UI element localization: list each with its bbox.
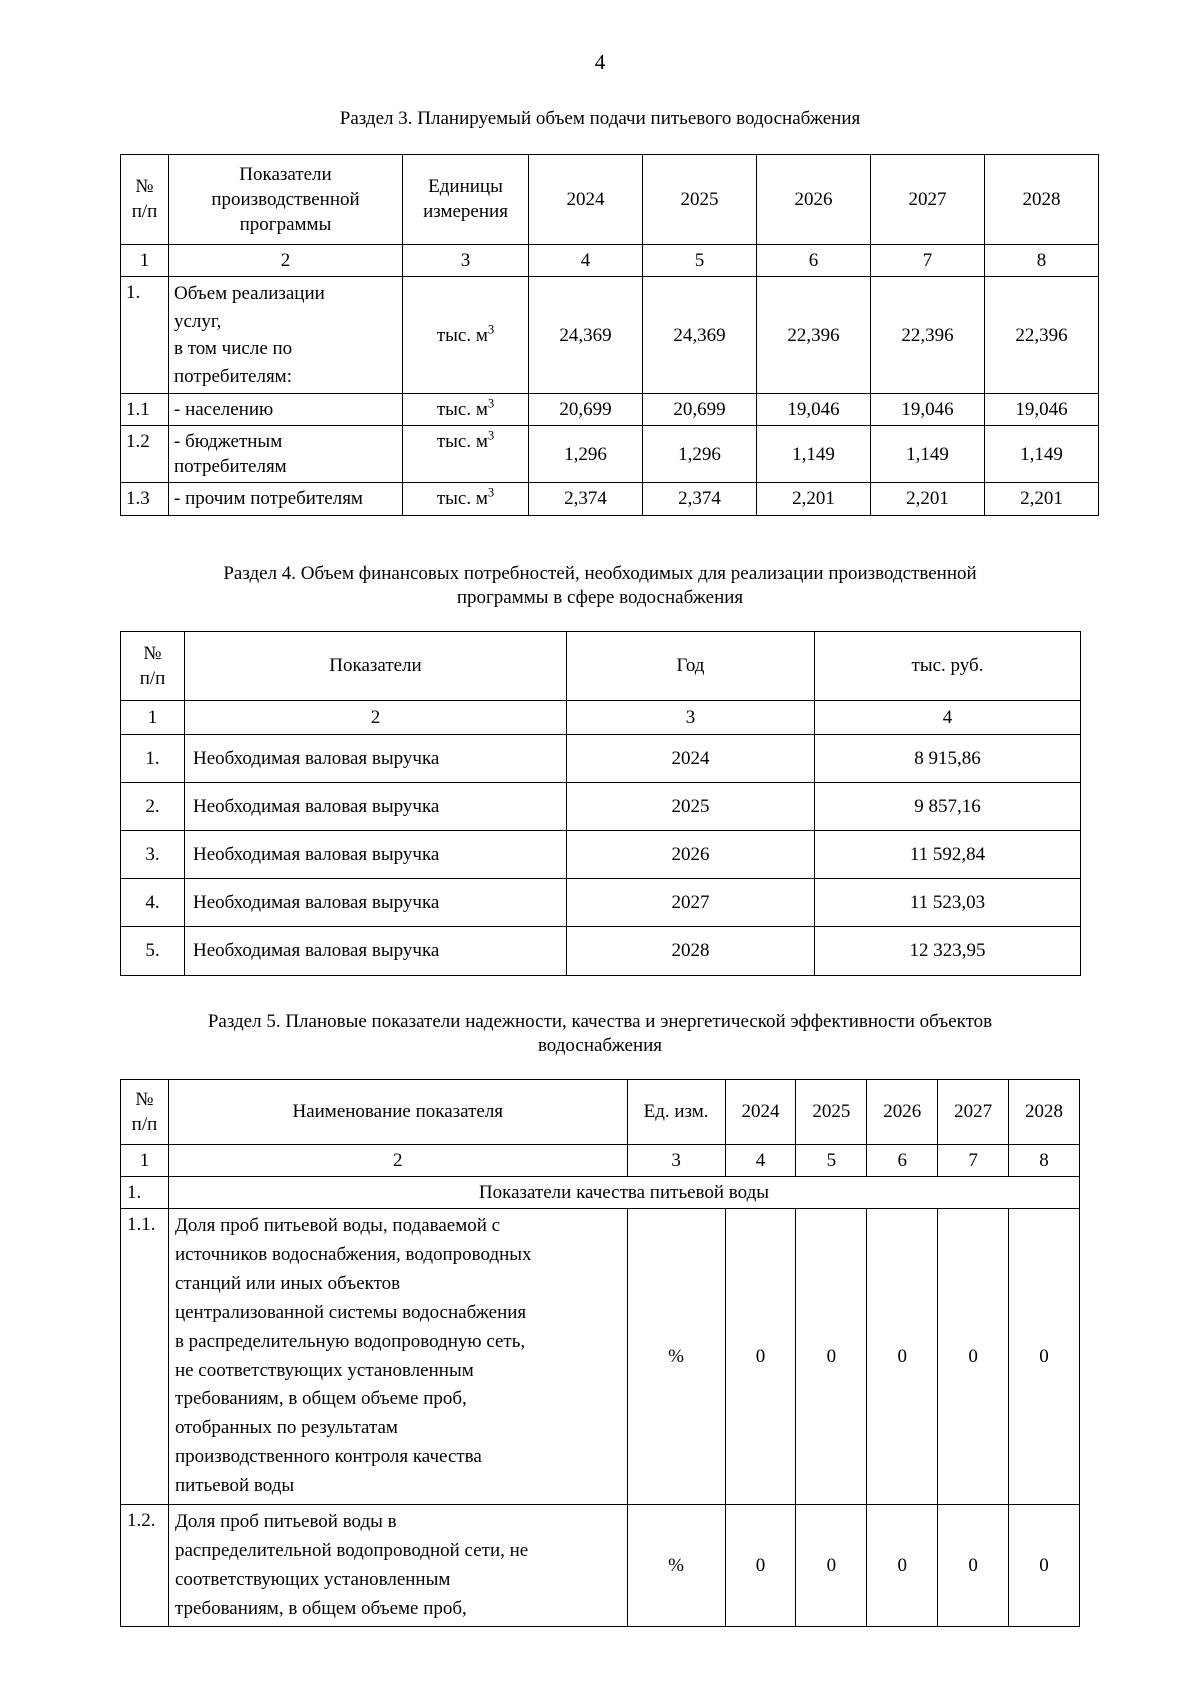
row-value: 0 bbox=[1009, 1209, 1080, 1505]
unit-text: тыс. м bbox=[436, 488, 488, 510]
row-no: 1.1 bbox=[121, 394, 169, 426]
row-unit: % bbox=[627, 1504, 725, 1627]
row-name: - прочим потребителям bbox=[169, 483, 403, 515]
row-value: 2,374 bbox=[529, 483, 643, 515]
row-value: 2,201 bbox=[871, 483, 985, 515]
row-no: 1.2 bbox=[121, 426, 169, 483]
colnum-1: 1 bbox=[121, 1145, 169, 1177]
row-name-line: потребителям: bbox=[174, 365, 292, 387]
unit-exponent: 3 bbox=[487, 428, 495, 443]
row-no: 3. bbox=[121, 831, 185, 879]
row-value: 20,699 bbox=[643, 394, 757, 426]
row-year: 2026 bbox=[567, 831, 815, 879]
row-value: 19,046 bbox=[757, 394, 871, 426]
spacer bbox=[120, 516, 1080, 562]
row-no: 5. bbox=[121, 927, 185, 975]
table-row bbox=[121, 394, 1099, 426]
header-year-2025: 2025 bbox=[643, 154, 757, 244]
row-value: 2,201 bbox=[985, 483, 1099, 515]
header-year-2027: 2027 bbox=[871, 154, 985, 244]
row-indicator: Необходимая валовая выручка bbox=[185, 879, 567, 927]
row-name-line: Доля проб питьевой воды, подаваемой с bbox=[174, 1215, 501, 1237]
section-4-table bbox=[120, 631, 1081, 976]
row-value: 0 bbox=[938, 1504, 1009, 1627]
row-value: 1,149 bbox=[985, 426, 1099, 483]
header-year-2027: 2027 bbox=[938, 1079, 1009, 1144]
row-value: 0 bbox=[867, 1209, 938, 1505]
row-unit bbox=[403, 277, 529, 394]
row-name-line: требованиям, в общем объеме проб, bbox=[174, 1597, 467, 1619]
row-name-line: услуг, bbox=[174, 310, 222, 332]
header-no-line1: № bbox=[135, 176, 154, 198]
table-row bbox=[121, 831, 1081, 879]
colnum-5: 5 bbox=[796, 1145, 867, 1177]
header-year-2026: 2026 bbox=[757, 154, 871, 244]
group-row-no: 1. bbox=[121, 1177, 169, 1209]
table-row bbox=[121, 879, 1081, 927]
row-value: 2,374 bbox=[643, 483, 757, 515]
header-no bbox=[121, 1079, 169, 1144]
table-row bbox=[121, 426, 1099, 483]
header-no bbox=[121, 154, 169, 244]
header-indicator-line2: производственной bbox=[211, 188, 360, 210]
table-header-row bbox=[121, 631, 1081, 700]
row-value: 19,046 bbox=[985, 394, 1099, 426]
section-5-title-line2: водоснабжения bbox=[537, 1035, 663, 1057]
row-indicator: Необходимая валовая выручка bbox=[185, 783, 567, 831]
row-no: 1. bbox=[121, 277, 169, 394]
table-row bbox=[121, 735, 1081, 783]
row-value: 1,149 bbox=[757, 426, 871, 483]
row-name-line: Доля проб питьевой воды в bbox=[174, 1510, 397, 1532]
colnum-2: 2 bbox=[168, 1145, 627, 1177]
row-no: 4. bbox=[121, 879, 185, 927]
section-4-title-line2: программы в сфере водоснабжения bbox=[456, 587, 744, 609]
section-3-table bbox=[120, 154, 1099, 516]
unit-exponent: 3 bbox=[487, 396, 495, 411]
table-row bbox=[121, 277, 1099, 394]
header-indicator-line1: Показатели bbox=[239, 163, 332, 185]
header-indicator bbox=[169, 154, 403, 244]
unit-exponent: 3 bbox=[487, 322, 495, 337]
column-number-row bbox=[121, 1145, 1080, 1177]
row-value: 12 323,95 bbox=[815, 927, 1081, 975]
colnum-7: 7 bbox=[871, 244, 985, 276]
row-unit bbox=[403, 394, 529, 426]
row-value: 1,296 bbox=[529, 426, 643, 483]
row-name-line: соответствующих установленным bbox=[174, 1568, 451, 1590]
colnum-4: 4 bbox=[725, 1145, 796, 1177]
row-name-line: централизованной системы водоснабжения bbox=[174, 1301, 527, 1323]
header-no-line1: № bbox=[143, 642, 162, 664]
section-5-table bbox=[120, 1079, 1080, 1628]
section-4-title-line1: Раздел 4. Объем финансовых потребностей, необходимых для реализации производственной bbox=[223, 562, 977, 584]
colnum-4: 4 bbox=[529, 244, 643, 276]
header-no-line2: п/п bbox=[131, 201, 158, 223]
column-number-row bbox=[121, 244, 1099, 276]
table-header-row bbox=[121, 154, 1099, 244]
section-5-title-line1: Раздел 5. Плановые показатели надежности, качества и энергетической эффективности объектов bbox=[207, 1010, 993, 1032]
row-value: 11 523,03 bbox=[815, 879, 1081, 927]
header-year-2028: 2028 bbox=[1009, 1079, 1080, 1144]
colnum-1: 1 bbox=[121, 701, 185, 735]
header-no bbox=[121, 631, 185, 700]
table-row bbox=[121, 1209, 1080, 1505]
column-number-row bbox=[121, 701, 1081, 735]
table-header-row bbox=[121, 1079, 1080, 1144]
header-year-2024: 2024 bbox=[725, 1079, 796, 1144]
table-row bbox=[121, 1504, 1080, 1627]
row-no: 1.1. bbox=[121, 1209, 169, 1505]
row-unit: % bbox=[627, 1209, 725, 1505]
row-name-line: в том числе по bbox=[174, 338, 293, 360]
row-value: 20,699 bbox=[529, 394, 643, 426]
colnum-8: 8 bbox=[985, 244, 1099, 276]
colnum-6: 6 bbox=[867, 1145, 938, 1177]
row-year: 2024 bbox=[567, 735, 815, 783]
row-indicator: Необходимая валовая выручка bbox=[185, 735, 567, 783]
header-year-2025: 2025 bbox=[796, 1079, 867, 1144]
table-row bbox=[121, 783, 1081, 831]
row-name: - населению bbox=[169, 394, 403, 426]
colnum-4: 4 bbox=[815, 701, 1081, 735]
section-5-title bbox=[120, 1010, 1080, 1059]
row-year: 2025 bbox=[567, 783, 815, 831]
row-value: 0 bbox=[938, 1209, 1009, 1505]
row-value: 2,201 bbox=[757, 483, 871, 515]
row-name-line: производственного контроля качества bbox=[174, 1446, 482, 1468]
row-value: 19,046 bbox=[871, 394, 985, 426]
row-no: 1.2. bbox=[121, 1504, 169, 1627]
row-year: 2027 bbox=[567, 879, 815, 927]
colnum-5: 5 bbox=[643, 244, 757, 276]
row-indicator: Необходимая валовая выручка bbox=[185, 831, 567, 879]
row-value: 0 bbox=[725, 1209, 796, 1505]
row-year: 2028 bbox=[567, 927, 815, 975]
header-unit bbox=[403, 154, 529, 244]
header-year-2024: 2024 bbox=[529, 154, 643, 244]
row-value: 0 bbox=[867, 1504, 938, 1627]
row-name-line: распределительной водопроводной сети, не bbox=[174, 1539, 529, 1561]
header-unit: Ед. изм. bbox=[627, 1079, 725, 1144]
row-name-line: требованиям, в общем объеме проб, bbox=[174, 1388, 467, 1410]
colnum-2: 2 bbox=[185, 701, 567, 735]
row-no: 1. bbox=[121, 735, 185, 783]
row-value: 1,296 bbox=[643, 426, 757, 483]
colnum-8: 8 bbox=[1009, 1145, 1080, 1177]
colnum-1: 1 bbox=[121, 244, 169, 276]
colnum-3: 3 bbox=[567, 701, 815, 735]
header-indicator-line3: программы bbox=[239, 213, 332, 235]
table-row bbox=[121, 927, 1081, 975]
header-year-2028: 2028 bbox=[985, 154, 1099, 244]
row-value: 24,369 bbox=[643, 277, 757, 394]
row-value: 0 bbox=[725, 1504, 796, 1627]
section-3-title: Раздел 3. Планируемый объем подачи питьевого водоснабжения bbox=[339, 108, 861, 129]
header-name: Наименование показателя bbox=[168, 1079, 627, 1144]
row-name bbox=[168, 1504, 627, 1627]
row-name-line: Объем реализации bbox=[174, 283, 325, 304]
header-indicator: Показатели bbox=[185, 631, 567, 700]
row-value: 0 bbox=[796, 1209, 867, 1505]
row-name bbox=[168, 1209, 627, 1505]
colnum-2: 2 bbox=[169, 244, 403, 276]
row-value: 9 857,16 bbox=[815, 783, 1081, 831]
row-value: 24,369 bbox=[529, 277, 643, 394]
header-value: тыс. руб. bbox=[815, 631, 1081, 700]
row-indicator: Необходимая валовая выручка bbox=[185, 927, 567, 975]
header-unit-line2: измерения bbox=[423, 201, 508, 223]
colnum-3: 3 bbox=[627, 1145, 725, 1177]
row-unit bbox=[403, 483, 529, 515]
row-name-line: - бюджетным bbox=[174, 431, 283, 453]
header-no-line2: п/п bbox=[139, 667, 166, 689]
row-name-line: питьевой воды bbox=[174, 1475, 295, 1497]
group-row-label: Показатели качества питьевой воды bbox=[168, 1177, 1079, 1209]
row-value: 8 915,86 bbox=[815, 735, 1081, 783]
row-name-line: источников водоснабжения, водопроводных bbox=[174, 1244, 532, 1266]
row-name bbox=[169, 426, 403, 483]
row-name-line: потребителям bbox=[174, 456, 287, 478]
colnum-7: 7 bbox=[938, 1145, 1009, 1177]
header-no-line1: № bbox=[135, 1088, 154, 1110]
row-name bbox=[169, 277, 403, 394]
row-value: 11 592,84 bbox=[815, 831, 1081, 879]
unit-text: тыс. м bbox=[436, 324, 488, 346]
unit-text: тыс. м bbox=[436, 431, 488, 453]
row-unit bbox=[403, 426, 529, 483]
row-value: 1,149 bbox=[871, 426, 985, 483]
row-name-line: отобранных по результатам bbox=[174, 1417, 398, 1439]
colnum-3: 3 bbox=[403, 244, 529, 276]
row-value: 0 bbox=[796, 1504, 867, 1627]
unit-text: тыс. м bbox=[436, 399, 488, 421]
colnum-6: 6 bbox=[757, 244, 871, 276]
row-value: 0 bbox=[1009, 1504, 1080, 1627]
row-name-line: станций или иных объектов bbox=[174, 1272, 401, 1294]
table-group-row bbox=[121, 1177, 1080, 1209]
row-no: 1.3 bbox=[121, 483, 169, 515]
header-unit-line1: Единицы bbox=[428, 176, 503, 198]
section-4-title bbox=[120, 562, 1080, 611]
page-number: 4 bbox=[594, 50, 606, 74]
header-year-2026: 2026 bbox=[867, 1079, 938, 1144]
row-name-line: в распределительную водопроводную сеть, bbox=[174, 1330, 526, 1352]
table-row bbox=[121, 483, 1099, 515]
row-value: 22,396 bbox=[757, 277, 871, 394]
unit-exponent: 3 bbox=[487, 486, 495, 501]
row-no: 2. bbox=[121, 783, 185, 831]
spacer bbox=[120, 976, 1080, 1010]
row-value: 22,396 bbox=[871, 277, 985, 394]
row-name-line: не соответствующих установленным bbox=[174, 1359, 474, 1381]
header-no-line2: п/п bbox=[131, 1113, 158, 1135]
header-year: Год bbox=[567, 631, 815, 700]
row-value: 22,396 bbox=[985, 277, 1099, 394]
